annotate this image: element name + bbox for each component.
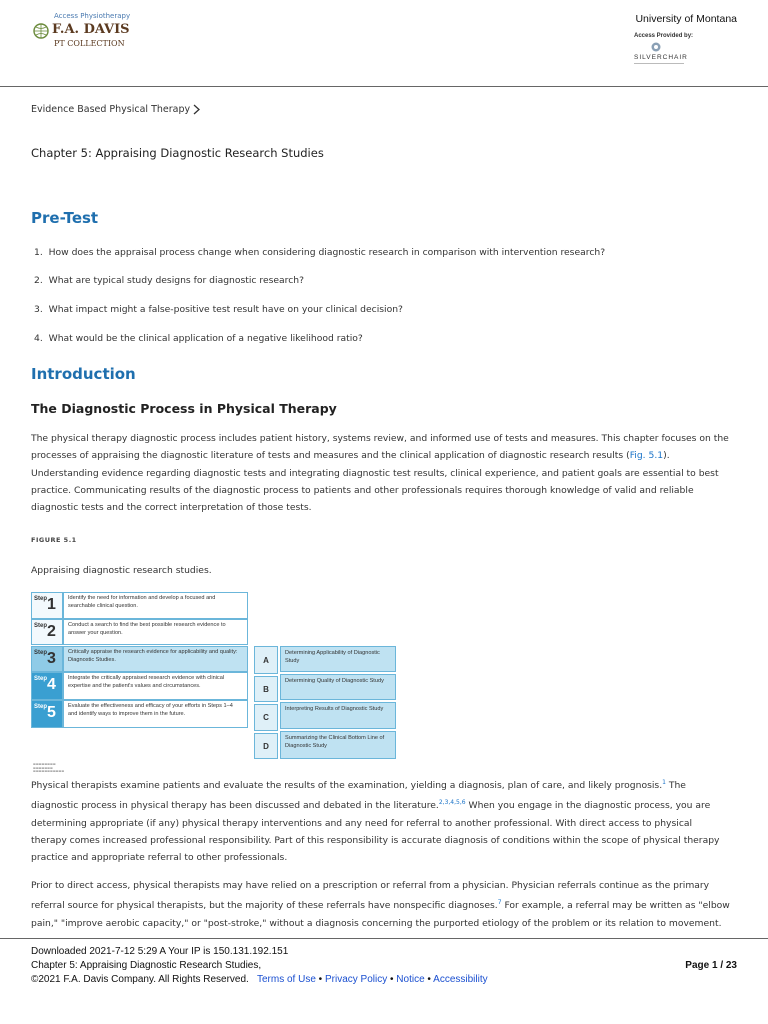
introduction-heading: Introduction — [31, 365, 136, 383]
privacy-link[interactable]: Privacy Policy — [324, 974, 388, 985]
step-badge — [31, 592, 63, 619]
reference-link[interactable]: 1 — [662, 779, 666, 786]
question-text: How does the appraisal process change when considering diagnostic research in comparison with intervention research? — [48, 247, 606, 258]
figure-link[interactable]: Fig. 5.1 — [629, 450, 664, 462]
reference-link[interactable]: 2,3,4,5,6 — [438, 799, 466, 807]
text-line: pain," "improve aerobic capacity," or "post-stroke," without a diagnosis concerning the purported etiology of the problem or its relation to movement. — [31, 917, 722, 929]
logo-main-text: F.A. DAVIS — [52, 22, 130, 37]
step-description: Integrate the critically appraised research evidence with clinical expertise and the patient's values and circumstances. — [63, 672, 248, 700]
text-line: Prior to direct access, physical therapists may have relied on a prescription or referral from a physician. Physician referrals continue as the primary — [31, 880, 710, 891]
text-span: For example, a referral may be written as "elbow — [501, 900, 730, 912]
text-span: diagnostic process in physical therapy has been discussed and debated in the literature. — [31, 800, 439, 812]
breadcrumb[interactable] — [31, 104, 200, 115]
reference-link[interactable]: 7 — [497, 899, 502, 907]
text-line — [31, 794, 739, 814]
access-provided-label: Access Provided by: — [634, 33, 694, 39]
step-badge — [31, 672, 63, 700]
substep-description: Interpreting Results of Diagnostic Study — [280, 702, 396, 729]
text-line: practice and appropriate referral to other professionals. — [31, 852, 288, 864]
question-number: 4. — [34, 333, 43, 344]
step-number: 5 — [47, 704, 56, 721]
step-word: Step — [34, 623, 48, 629]
globe-icon — [32, 18, 50, 44]
step-description: Critically appraise the research evidence for applicability and quality: Diagnostic Studies. — [63, 646, 248, 672]
pretest-question — [34, 333, 363, 344]
breadcrumb-label[interactable]: Evidence Based Physical Therapy — [31, 104, 191, 115]
footer-chapter: Chapter 5: Appraising Diagnostic Research Studies, — [31, 960, 262, 971]
pretest-question — [34, 304, 403, 315]
terms-link[interactable]: Terms of Use — [257, 974, 316, 985]
chapter-title: Chapter 5: Appraising Diagnostic Research Studies — [31, 146, 324, 160]
chevron-right-icon — [193, 104, 200, 115]
text-span: The — [665, 780, 686, 792]
silverchair-icon — [651, 42, 661, 52]
text-line: practice. Communicating results of the diagnostic process to patients and other professionals requires thorough knowledge of valid and reliable — [31, 484, 694, 496]
question-text: What impact might a false-positive test result have on your clinical decision? — [48, 304, 403, 315]
text-line: Understanding evidence regarding diagnostic tests and integrating diagnostic test results, clinical experience, and patient goals are essential to best — [31, 467, 719, 479]
text-line: diagnostic tests and the correct interpretation of those tests. — [31, 502, 312, 514]
intro-paragraph — [31, 430, 739, 516]
text-line: determining appropriate (if any) physical therapy interventions and any need for referral to another professional. With direct access to physical — [31, 817, 693, 829]
step-badge — [31, 646, 63, 672]
accessibility-link[interactable]: Accessibility — [433, 974, 488, 985]
step-badge — [31, 619, 63, 645]
text-span: referral source for physical therapists, but the majority of these referrals have nonspecific diagnoses. — [31, 900, 498, 912]
text-line — [31, 447, 739, 464]
step-word: Step — [34, 676, 48, 682]
notice-link[interactable]: Notice — [396, 974, 425, 985]
substep-letter: A — [254, 646, 278, 674]
figure-source-note: ▬▬▬▬▬▬▬▬ ▬▬▬▬▬▬▬ ▬▬▬▬▬▬▬▬▬▬▬ — [33, 762, 65, 773]
figure-label: FIGURE 5.1 — [31, 536, 77, 544]
substep-description: Determining Applicability of Diagnostic Study — [280, 646, 396, 672]
step-description: Evaluate the effectiveness and efficacy of your efforts in Steps 1–4 and identify ways to improve them in the future. — [63, 700, 248, 728]
text-span: When you engage in the diagnostic process, you are — [465, 800, 711, 812]
text-line — [31, 894, 739, 914]
text-span: Physical therapists examine patients and evaluate the results of the examination, yielding a diagnosis, plan of care, and likely prognosis. — [31, 780, 663, 792]
silverchair-logo: SILVERCHAIR — [634, 54, 688, 61]
question-number: 2. — [34, 275, 43, 286]
pretest-question — [34, 247, 605, 258]
download-info: Downloaded 2021-7-12 5:29 A Your IP is 150.131.192.151 — [31, 946, 289, 957]
figure-image[interactable] — [31, 590, 401, 773]
text-line: The physical therapy diagnostic process includes patient history, systems review, and informed use of tests and measures. This chapter focuses on the — [31, 433, 729, 444]
question-text: What would be the clinical application of a negative likelihood ratio? — [48, 333, 363, 344]
silverchair-divider — [634, 63, 684, 64]
substep-description: Determining Quality of Diagnostic Study — [280, 674, 396, 700]
body-paragraph — [31, 877, 739, 932]
separator: • — [315, 974, 325, 985]
pretest-heading: Pre-Test — [31, 209, 99, 227]
step-word: Step — [34, 704, 48, 710]
copyright-text: ©2021 F.A. Davis Company. All Rights Reserved. — [31, 974, 249, 985]
fa-davis-logo[interactable] — [30, 12, 131, 52]
section-subheading: The Diagnostic Process in Physical Therapy — [31, 401, 337, 416]
logo-sub-text: PT COLLECTION — [54, 39, 125, 48]
text-span: processes of appraising the diagnostic literature of tests and measures and the clinical application of diagnostic research results ( — [31, 450, 630, 462]
step-number: 4 — [47, 676, 56, 693]
footer-divider — [0, 938, 768, 939]
separator: • — [424, 974, 434, 985]
step-description: Conduct a search to find the best possible research evidence to answer your question. — [63, 619, 248, 645]
question-number: 1. — [34, 247, 43, 258]
step-description: Identify the need for information and develop a focused and searchable clinical question. — [63, 592, 248, 619]
text-line: therapy comes increased professional responsibility. Part of this responsibility is accurate diagnosis of conditions within the scope of physical therapy — [31, 835, 720, 847]
figure-caption: Appraising diagnostic research studies. — [31, 565, 212, 576]
separator: • — [387, 974, 397, 985]
pretest-question — [34, 275, 304, 286]
substep-letter: C — [254, 704, 278, 731]
step-badge — [31, 700, 63, 728]
institution-name: University of Montana — [635, 13, 737, 25]
body-paragraph — [31, 774, 739, 867]
page-number: Page 1 / 23 — [685, 960, 737, 971]
step-word: Step — [34, 596, 48, 602]
text-line — [31, 774, 739, 794]
step-number: 2 — [47, 623, 56, 640]
question-text: What are typical study designs for diagnostic research? — [48, 275, 305, 286]
substep-description: Summarizing the Clinical Bottom Line of Diagnostic Study — [280, 731, 396, 759]
page-header — [0, 0, 768, 87]
question-number: 3. — [34, 304, 43, 315]
step-number: 1 — [47, 596, 56, 613]
step-word: Step — [34, 650, 48, 656]
step-number: 3 — [47, 650, 56, 667]
footer-links — [31, 974, 488, 985]
text-span: ). — [663, 450, 670, 462]
substep-letter: D — [254, 733, 278, 759]
logo-top-text: Access Physiotherapy — [54, 12, 131, 20]
substep-letter: B — [254, 676, 278, 702]
